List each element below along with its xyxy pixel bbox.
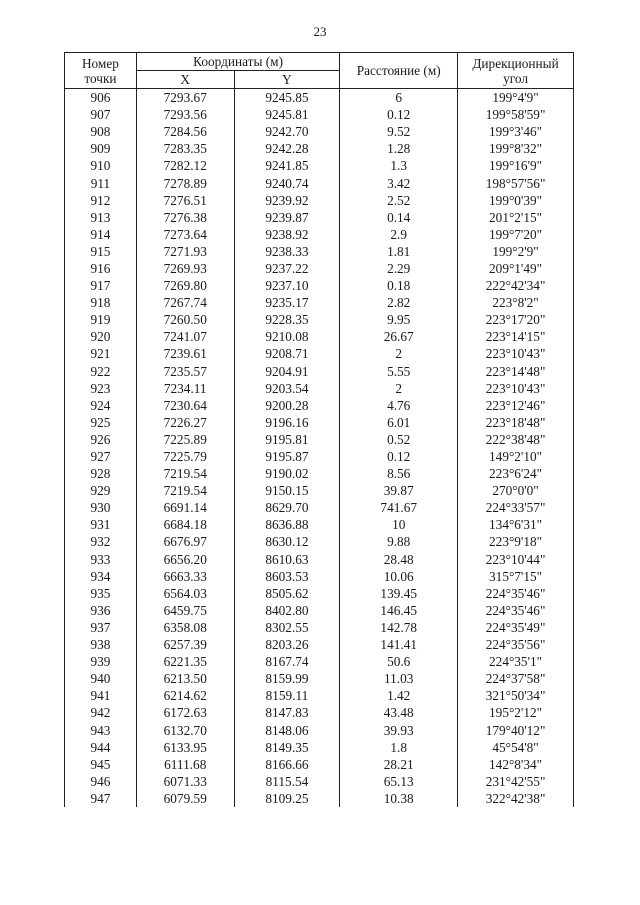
table-row [65, 739, 574, 756]
point-number-cell: 919 [65, 311, 137, 328]
bearing-cell: 224°35'46" [458, 602, 574, 619]
distance-cell: 0.52 [340, 431, 458, 448]
bearing-cell: 149°2'10" [458, 448, 574, 465]
x-cell: 6221.35 [136, 653, 234, 670]
distance-cell: 1.3 [340, 157, 458, 174]
x-cell: 7219.54 [136, 482, 234, 499]
y-cell: 8629.70 [234, 499, 340, 516]
y-cell: 9239.92 [234, 192, 340, 209]
x-cell: 7260.50 [136, 311, 234, 328]
point-number-cell: 947 [65, 790, 137, 807]
distance-cell: 1.8 [340, 739, 458, 756]
y-cell: 9238.33 [234, 243, 340, 260]
table-row [65, 89, 574, 107]
table-row [65, 585, 574, 602]
y-cell: 8610.63 [234, 551, 340, 568]
header-distance: Расстояние (м) [340, 53, 458, 89]
table-row [65, 619, 574, 636]
distance-cell: 1.81 [340, 243, 458, 260]
bearing-cell: 142°8'34" [458, 756, 574, 773]
page-number: 23 [313, 24, 327, 39]
x-cell: 7283.35 [136, 140, 234, 157]
point-number-cell: 945 [65, 756, 137, 773]
bearing-cell: 224°35'46" [458, 585, 574, 602]
distance-cell: 10 [340, 516, 458, 533]
point-number-cell: 922 [65, 363, 137, 380]
y-cell: 9242.28 [234, 140, 340, 157]
bearing-cell: 223°10'43" [458, 345, 574, 362]
bearing-cell: 224°35'1" [458, 653, 574, 670]
point-number-cell: 912 [65, 192, 137, 209]
x-cell: 7293.67 [136, 89, 234, 107]
bearing-cell: 199°16'9" [458, 157, 574, 174]
bearing-cell: 222°38'48" [458, 431, 574, 448]
table-row [65, 516, 574, 533]
y-cell: 8159.99 [234, 670, 340, 687]
y-cell: 9210.08 [234, 328, 340, 345]
bearing-cell: 223°8'2" [458, 294, 574, 311]
x-cell: 6656.20 [136, 551, 234, 568]
point-number-cell: 909 [65, 140, 137, 157]
point-number-cell: 907 [65, 106, 137, 123]
table-row [65, 397, 574, 414]
header-y: Y [234, 71, 340, 89]
table-row [65, 721, 574, 738]
point-number-cell: 946 [65, 773, 137, 790]
y-cell: 8203.26 [234, 636, 340, 653]
point-number-cell: 920 [65, 328, 137, 345]
y-cell: 8505.62 [234, 585, 340, 602]
y-cell: 9200.28 [234, 397, 340, 414]
y-cell: 9195.87 [234, 448, 340, 465]
table-row [65, 482, 574, 499]
bearing-cell: 198°57'56" [458, 174, 574, 191]
distance-cell: 2 [340, 345, 458, 362]
point-number-cell: 943 [65, 721, 137, 738]
x-cell: 6172.63 [136, 704, 234, 721]
bearing-cell: 223°14'48" [458, 363, 574, 380]
bearing-cell: 223°6'24" [458, 465, 574, 482]
table-row [65, 568, 574, 585]
header-point-number: Номер точки [65, 53, 137, 89]
distance-cell: 9.52 [340, 123, 458, 140]
point-number-cell: 913 [65, 209, 137, 226]
bearing-cell: 195°2'12" [458, 704, 574, 721]
distance-cell: 0.12 [340, 106, 458, 123]
table-row [65, 140, 574, 157]
table-row [65, 209, 574, 226]
table-row [65, 499, 574, 516]
y-cell: 8636.88 [234, 516, 340, 533]
bearing-cell: 223°18'48" [458, 414, 574, 431]
distance-cell: 39.87 [340, 482, 458, 499]
bearing-cell: 224°37'58" [458, 670, 574, 687]
y-cell: 9195.81 [234, 431, 340, 448]
x-cell: 6132.70 [136, 721, 234, 738]
point-number-cell: 938 [65, 636, 137, 653]
y-cell: 9150.15 [234, 482, 340, 499]
point-number-cell: 924 [65, 397, 137, 414]
y-cell: 8159.11 [234, 687, 340, 704]
point-number-cell: 929 [65, 482, 137, 499]
bearing-cell: 223°14'15" [458, 328, 574, 345]
y-cell: 9241.85 [234, 157, 340, 174]
x-cell: 7239.61 [136, 345, 234, 362]
point-number-cell: 939 [65, 653, 137, 670]
x-cell: 6684.18 [136, 516, 234, 533]
point-number-cell: 931 [65, 516, 137, 533]
table-row [65, 174, 574, 191]
table-row [65, 414, 574, 431]
point-number-cell: 935 [65, 585, 137, 602]
bearing-cell: 199°0'39" [458, 192, 574, 209]
bearing-cell: 199°4'9" [458, 89, 574, 107]
point-number-cell: 916 [65, 260, 137, 277]
y-cell: 8147.83 [234, 704, 340, 721]
table-row [65, 260, 574, 277]
point-number-cell: 917 [65, 277, 137, 294]
bearing-cell: 321°50'34" [458, 687, 574, 704]
bearing-cell: 179°40'12" [458, 721, 574, 738]
point-number-cell: 927 [65, 448, 137, 465]
point-number-cell: 942 [65, 704, 137, 721]
bearing-cell: 199°3'46" [458, 123, 574, 140]
y-cell: 9245.81 [234, 106, 340, 123]
distance-cell: 8.56 [340, 465, 458, 482]
table-row [65, 773, 574, 790]
point-number-cell: 906 [65, 89, 137, 107]
point-number-cell: 910 [65, 157, 137, 174]
y-cell: 9235.17 [234, 294, 340, 311]
table-row [65, 551, 574, 568]
distance-cell: 2 [340, 380, 458, 397]
x-cell: 7273.64 [136, 226, 234, 243]
table-row [65, 106, 574, 123]
y-cell: 9237.22 [234, 260, 340, 277]
point-number-cell: 934 [65, 568, 137, 585]
x-cell: 7282.12 [136, 157, 234, 174]
point-number-cell: 911 [65, 174, 137, 191]
distance-cell: 39.93 [340, 721, 458, 738]
table-row [65, 448, 574, 465]
point-number-cell: 925 [65, 414, 137, 431]
bearing-cell: 201°2'15" [458, 209, 574, 226]
x-cell: 7293.56 [136, 106, 234, 123]
table-row [65, 431, 574, 448]
x-cell: 7269.93 [136, 260, 234, 277]
table-row [65, 345, 574, 362]
y-cell: 9208.71 [234, 345, 340, 362]
distance-cell: 0.14 [340, 209, 458, 226]
distance-cell: 3.42 [340, 174, 458, 191]
table-row [65, 192, 574, 209]
x-cell: 7284.56 [136, 123, 234, 140]
table-row [65, 226, 574, 243]
point-number-cell: 926 [65, 431, 137, 448]
y-cell: 9204.91 [234, 363, 340, 380]
distance-cell: 141.41 [340, 636, 458, 653]
distance-cell: 2.82 [340, 294, 458, 311]
y-cell: 8166.66 [234, 756, 340, 773]
x-cell: 7278.89 [136, 174, 234, 191]
x-cell: 6358.08 [136, 619, 234, 636]
x-cell: 6111.68 [136, 756, 234, 773]
distance-cell: 1.42 [340, 687, 458, 704]
header-coordinates: Координаты (м) [136, 53, 339, 71]
y-cell: 9242.70 [234, 123, 340, 140]
table-row [65, 294, 574, 311]
point-number-cell: 944 [65, 739, 137, 756]
distance-cell: 139.45 [340, 585, 458, 602]
y-cell: 9190.02 [234, 465, 340, 482]
table-row [65, 602, 574, 619]
x-cell: 7225.79 [136, 448, 234, 465]
x-cell: 6663.33 [136, 568, 234, 585]
distance-cell: 146.45 [340, 602, 458, 619]
point-number-cell: 937 [65, 619, 137, 636]
bearing-cell: 222°42'34" [458, 277, 574, 294]
table-row [65, 380, 574, 397]
bearing-cell: 231°42'55" [458, 773, 574, 790]
point-number-cell: 940 [65, 670, 137, 687]
point-number-cell: 936 [65, 602, 137, 619]
point-number-cell: 941 [65, 687, 137, 704]
distance-cell: 4.76 [340, 397, 458, 414]
y-cell: 8167.74 [234, 653, 340, 670]
bearing-cell: 199°7'20" [458, 226, 574, 243]
bearing-cell: 45°54'8" [458, 739, 574, 756]
bearing-cell: 322°42'38" [458, 790, 574, 807]
x-cell: 7271.93 [136, 243, 234, 260]
table-row [65, 311, 574, 328]
x-cell: 7234.11 [136, 380, 234, 397]
x-cell: 7225.89 [136, 431, 234, 448]
x-cell: 6564.03 [136, 585, 234, 602]
x-cell: 7241.07 [136, 328, 234, 345]
distance-cell: 6 [340, 89, 458, 107]
bearing-cell: 224°35'49" [458, 619, 574, 636]
distance-cell: 26.67 [340, 328, 458, 345]
bearing-cell: 224°33'57" [458, 499, 574, 516]
point-number-cell: 921 [65, 345, 137, 362]
bearing-cell: 199°58'59" [458, 106, 574, 123]
point-number-cell: 933 [65, 551, 137, 568]
bearing-cell: 223°10'43" [458, 380, 574, 397]
x-cell: 7235.57 [136, 363, 234, 380]
y-cell: 9239.87 [234, 209, 340, 226]
bearing-cell: 223°12'46" [458, 397, 574, 414]
table-row [65, 670, 574, 687]
y-cell: 9240.74 [234, 174, 340, 191]
x-cell: 7219.54 [136, 465, 234, 482]
bearing-cell: 199°8'32" [458, 140, 574, 157]
y-cell: 9203.54 [234, 380, 340, 397]
bearing-cell: 209°1'49" [458, 260, 574, 277]
distance-cell: 50.6 [340, 653, 458, 670]
bearing-cell: 315°7'15" [458, 568, 574, 585]
bearing-cell: 223°10'44" [458, 551, 574, 568]
y-cell: 8149.35 [234, 739, 340, 756]
distance-cell: 741.67 [340, 499, 458, 516]
distance-cell: 9.95 [340, 311, 458, 328]
point-number-cell: 915 [65, 243, 137, 260]
x-cell: 7267.74 [136, 294, 234, 311]
distance-cell: 0.18 [340, 277, 458, 294]
table-body [65, 89, 574, 807]
table-row [65, 704, 574, 721]
distance-cell: 10.06 [340, 568, 458, 585]
table-row [65, 123, 574, 140]
table-row [65, 465, 574, 482]
y-cell: 8115.54 [234, 773, 340, 790]
x-cell: 6213.50 [136, 670, 234, 687]
distance-cell: 142.78 [340, 619, 458, 636]
y-cell: 9238.92 [234, 226, 340, 243]
table-row [65, 790, 574, 807]
y-cell: 9237.10 [234, 277, 340, 294]
distance-cell: 43.48 [340, 704, 458, 721]
x-cell: 7276.51 [136, 192, 234, 209]
distance-cell: 6.01 [340, 414, 458, 431]
table-row [65, 328, 574, 345]
bearing-cell: 223°9'18" [458, 533, 574, 550]
table-row [65, 157, 574, 174]
x-cell: 6133.95 [136, 739, 234, 756]
x-cell: 6676.97 [136, 533, 234, 550]
distance-cell: 28.21 [340, 756, 458, 773]
table-row [65, 756, 574, 773]
point-number-cell: 930 [65, 499, 137, 516]
distance-cell: 1.28 [340, 140, 458, 157]
coordinates-table [64, 52, 574, 807]
distance-cell: 5.55 [340, 363, 458, 380]
distance-cell: 2.52 [340, 192, 458, 209]
x-cell: 6079.59 [136, 790, 234, 807]
y-cell: 9245.85 [234, 89, 340, 107]
y-cell: 8148.06 [234, 721, 340, 738]
table-row [65, 363, 574, 380]
x-cell: 7230.64 [136, 397, 234, 414]
y-cell: 8402.80 [234, 602, 340, 619]
distance-cell: 65.13 [340, 773, 458, 790]
x-cell: 6691.14 [136, 499, 234, 516]
distance-cell: 2.9 [340, 226, 458, 243]
table-row [65, 636, 574, 653]
table-row [65, 533, 574, 550]
table-row [65, 243, 574, 260]
point-number-cell: 923 [65, 380, 137, 397]
point-number-cell: 932 [65, 533, 137, 550]
point-number-cell: 914 [65, 226, 137, 243]
x-cell: 7226.27 [136, 414, 234, 431]
bearing-cell: 199°2'9" [458, 243, 574, 260]
y-cell: 8302.55 [234, 619, 340, 636]
distance-cell: 9.88 [340, 533, 458, 550]
point-number-cell: 918 [65, 294, 137, 311]
header-bearing: Дирекционный угол [458, 53, 574, 89]
distance-cell: 0.12 [340, 448, 458, 465]
bearing-cell: 223°17'20" [458, 311, 574, 328]
x-cell: 7269.80 [136, 277, 234, 294]
x-cell: 6071.33 [136, 773, 234, 790]
bearing-cell: 270°0'0" [458, 482, 574, 499]
header-x: X [136, 71, 234, 89]
bearing-cell: 134°6'31" [458, 516, 574, 533]
distance-cell: 11.03 [340, 670, 458, 687]
distance-cell: 10.38 [340, 790, 458, 807]
table-row [65, 687, 574, 704]
distance-cell: 28.48 [340, 551, 458, 568]
x-cell: 6257.39 [136, 636, 234, 653]
y-cell: 8630.12 [234, 533, 340, 550]
point-number-cell: 928 [65, 465, 137, 482]
table-row [65, 653, 574, 670]
distance-cell: 2.29 [340, 260, 458, 277]
x-cell: 6214.62 [136, 687, 234, 704]
y-cell: 9228.35 [234, 311, 340, 328]
y-cell: 9196.16 [234, 414, 340, 431]
bearing-cell: 224°35'56" [458, 636, 574, 653]
x-cell: 7276.38 [136, 209, 234, 226]
table-row [65, 277, 574, 294]
y-cell: 8603.53 [234, 568, 340, 585]
y-cell: 8109.25 [234, 790, 340, 807]
x-cell: 6459.75 [136, 602, 234, 619]
point-number-cell: 908 [65, 123, 137, 140]
